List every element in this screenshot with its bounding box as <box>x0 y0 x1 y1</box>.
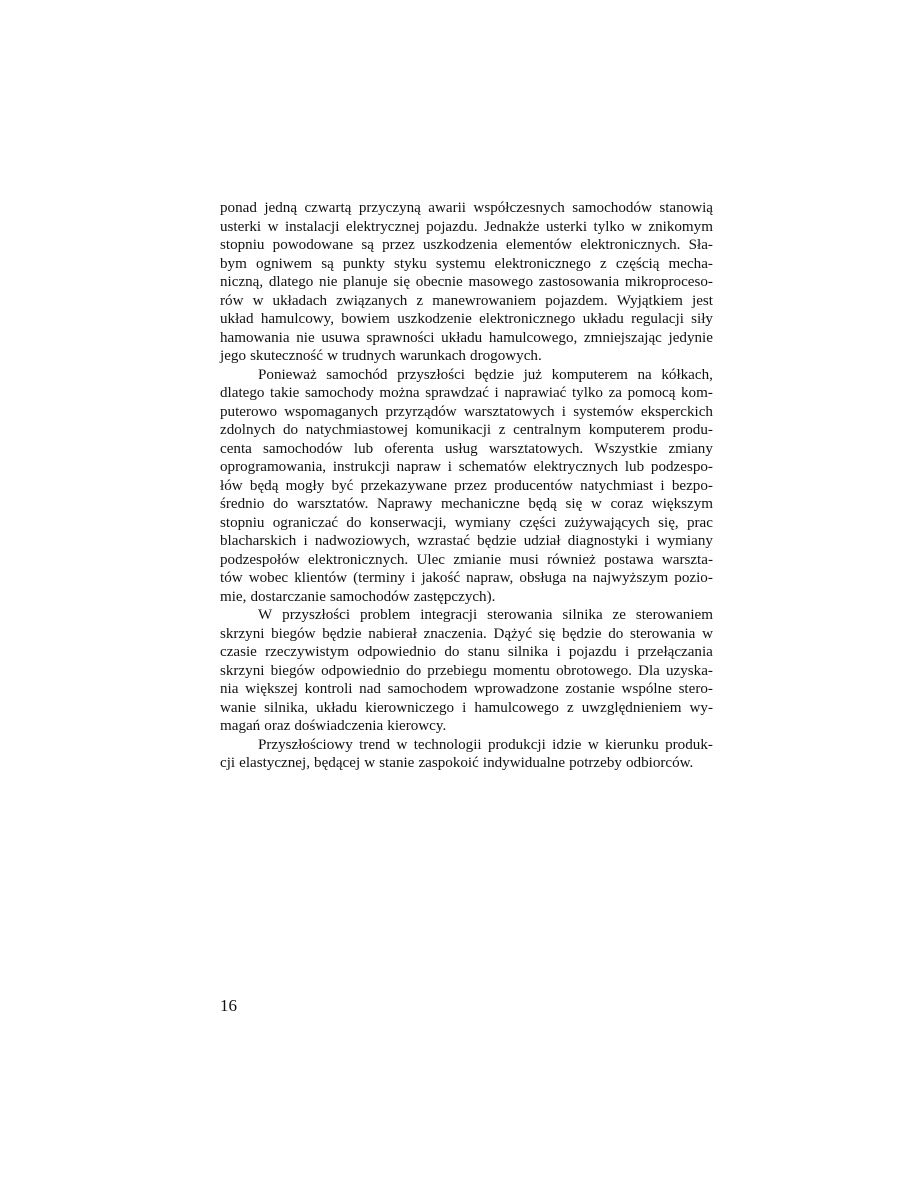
text-line: wanie silnika, układu kierowniczego i hamulcowego z uwzględnieniem wy- <box>220 699 713 716</box>
paragraph <box>220 366 713 607</box>
text-line: Przyszłościowy trend w technologii produkcji idzie w kierunku produk- <box>258 736 713 753</box>
text-line: łów będą mogły być przekazywane przez producentów natychmiast i bezpo- <box>220 477 713 494</box>
text-line: cji elastycznej, będącej w stanie zaspokoić indywidualne potrzeby odbiorców. <box>220 755 694 771</box>
text-line: blacharskich i nadwoziowych, wzrastać będzie udział diagnostyki i wymiany <box>220 533 713 549</box>
text-line: skrzyni biegów będzie nabierał znaczenia. Dążyć się będzie do sterowania w <box>220 625 713 642</box>
paragraph <box>220 199 713 366</box>
text-line: tów wobec klientów (terminy i jakość napraw, obsługa na najwyższym pozio- <box>220 570 713 586</box>
text-line: usterki w instalacji elektrycznej pojazdu. Jednakże usterki tylko w znikomym <box>220 218 713 235</box>
text-line: stopniu powodowane są przez uszkodzenia elementów elektronicznych. Sła- <box>220 237 713 253</box>
text-line: nia większej kontroli nad samochodem wprowadzone zostanie wspólne stero- <box>220 681 713 697</box>
paragraph <box>220 736 713 773</box>
paragraph <box>220 606 713 736</box>
text-line: średnio do warsztatów. Naprawy mechaniczne będą się w coraz większym <box>220 496 713 512</box>
text-line: niczną, dlatego nie planuje się obecnie masowego zastosowania mikroproceso- <box>220 274 713 290</box>
text-line: oprogramowania, instrukcji napraw i schematów elektrycznych lub podzespo- <box>220 459 713 475</box>
text-line: Ponieważ samochód przyszłości będzie już komputerem na kółkach, <box>258 366 713 383</box>
text-line: skrzyni biegów odpowiednio do przebiegu momentu obrotowego. Dla uzyska- <box>220 662 713 679</box>
text-line: puterowo wspomaganych przyrządów warsztatowych i systemów eksperckich <box>220 403 713 420</box>
text-line: W przyszłości problem integracji sterowania silnika ze sterowaniem <box>258 607 713 623</box>
text-line: podzespołów elektronicznych. Ulec zmianie musi również postawa warszta- <box>220 551 713 568</box>
text-line: ponad jedną czwartą przyczyną awarii współczesnych samochodów stanowią <box>220 200 713 216</box>
text-line: czasie rzeczywistym odpowiednio do stanu silnika i pojazdu i przełączania <box>220 644 713 660</box>
text-line: stopniu ograniczać do konserwacji, wymiany części zużywających się, prac <box>220 514 713 531</box>
text-line: jego skuteczność w trudnych warunkach drogowych. <box>220 348 542 364</box>
text-line: centa samochodów lub oferenta usług warsztatowych. Wszystkie zmiany <box>220 440 713 457</box>
body-text <box>220 199 713 773</box>
text-line: dlatego takie samochody można sprawdzać i naprawiać tylko za pomocą kom- <box>220 385 713 401</box>
text-line: bym ogniwem są punkty styku systemu elektronicznego z częścią mecha- <box>220 255 713 272</box>
text-line: rów w układach związanych z manewrowaniem pojazdem. Wyjątkiem jest <box>220 292 713 309</box>
text-line: mie, dostarczanie samochodów zastępczych). <box>220 588 496 605</box>
text-line: magań oraz doświadczenia kierowcy. <box>220 718 447 734</box>
text-line: układ hamulcowy, bowiem uszkodzenie elektronicznego układu regulacji siły <box>220 311 713 327</box>
page-number: 16 <box>220 996 237 1015</box>
text-line: hamowania nie usuwa sprawności układu hamulcowego, zmniejszając jedynie <box>220 329 713 346</box>
text-line: zdolnych do natychmiastowej komunikacji z centralnym komputerem produ- <box>220 422 713 438</box>
